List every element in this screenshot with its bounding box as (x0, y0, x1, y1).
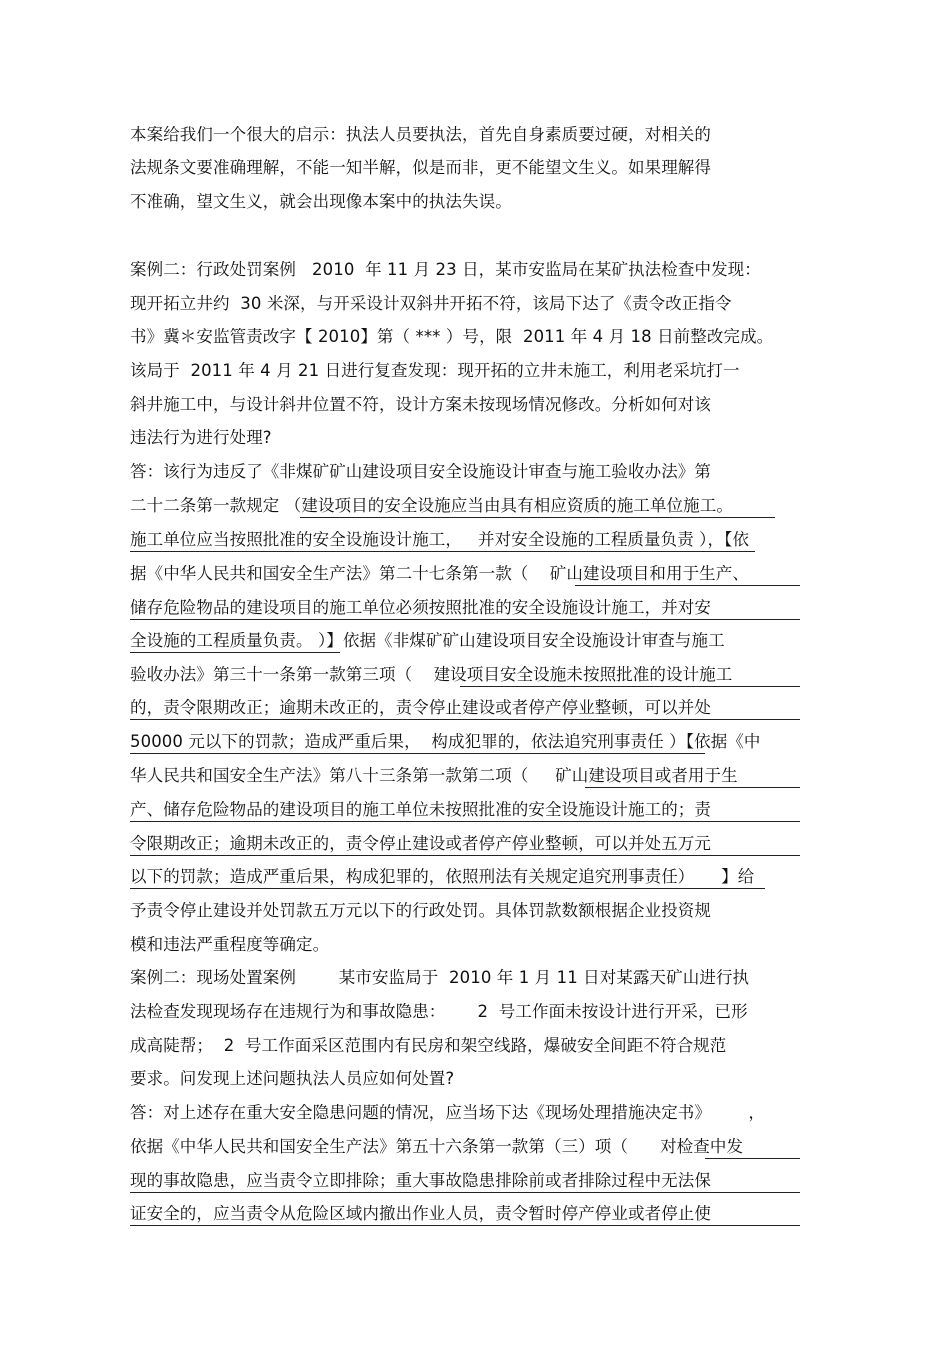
intro-line-3: 不准确，望文生义，就会出现像本案中的执法失误。 (130, 192, 512, 211)
answer-admin-line-3: 施工单位应当按照批准的安全设施设计施工， 并对安全设施的工程质量负责 ），【依 (130, 530, 750, 549)
case-site-line-1: 案例二：现场处置案例 某市安监局于 2010 年 1 月 11 日对某露天矿山进行执 (130, 968, 750, 987)
underline (130, 855, 800, 856)
underline (130, 652, 340, 653)
answer-admin-line-2: 二十二条第一款规定 （建设项目的安全设施应当由具有相应资质的施工单位施工。 (130, 496, 733, 515)
intro-line-2: 法规条文要准确理解，不能一知半解，似是而非，更不能望文生义。如果理解得 (130, 158, 711, 177)
underline (575, 585, 800, 586)
case-admin-line-4: 该局于 2011 年 4 月 21 日进行复查发现：现开拓的立井未施工，利用老采坑打一 (130, 361, 740, 380)
underline (300, 517, 775, 518)
underline (130, 821, 800, 822)
case-admin-line-3: 书》冀＊安监管责改字【 2010】第（ *** ）号，限 2011 年 4 月 18 日前整改完成。 (130, 327, 774, 346)
answer-site-line-1: 答：对上述存在重大安全隐患问题的情况，应当场下达《现场处理措施决定书》 ， (130, 1103, 766, 1122)
underline (585, 787, 800, 788)
case-site-line-2: 法检查发现现场存在违规行为和事故隐患： 2 号工作面未按设计进行开采，已形 (130, 1002, 748, 1021)
underline (130, 753, 705, 754)
answer-admin-line-8: 的，责令限期改正；逾期未改正的，责令停止建设或者停产停业整顿，可以并处 (130, 698, 711, 717)
answer-admin-line-11: 产、储存危险物品的建设项目的施工单位未按照批准的安全设施设计施工的；责 (130, 800, 711, 819)
answer-site-line-3: 现的事故隐患，应当责令立即排除；重大事故隐患排除前或者排除过程中无法保 (130, 1171, 711, 1190)
intro-line-1: 本案给我们一个很大的启示：执法人员要执法，首先自身素质要过硬，对相关的 (130, 125, 711, 144)
case-admin-line-2: 现开拓立井约 30 米深，与开采设计双斜井开拓不符，该局下达了《责令改正指令 (130, 294, 732, 313)
underline (130, 1225, 800, 1226)
case-admin-line-5: 斜井施工中，与设计斜井位置不符，设计方案未按现场情况修改。分析如何对该 (130, 395, 711, 414)
case-site-line-4: 要求。问发现上述问题执法人员应如何处置? (130, 1069, 455, 1088)
case-admin-line-1: 案例二：行政处罚案例 2010 年 11 月 23 日，某市安监局在某矿执法检查中发现： (130, 260, 761, 279)
underline (130, 551, 755, 552)
answer-admin-line-5: 储存危险物品的建设项目的施工单位必须按照批准的安全设施设计施工，并对安 (130, 598, 711, 617)
answer-admin-line-15: 模和违法严重程度等确定。 (130, 935, 330, 954)
underline (705, 1158, 800, 1159)
answer-admin-line-10: 华人民共和国安全生产法》第八十三条第一款第二项（ 矿山建设项目或者用于生 (130, 766, 738, 785)
answer-site-line-2: 依据《中华人民共和国安全生产法》第五十六条第一款第（三）项（ 对检查中发 (130, 1137, 744, 1156)
underline (130, 619, 800, 620)
answer-site-line-4: 证安全的，应当责令从危险区域内撤出作业人员，责令暂时停产停业或者停止使 (130, 1204, 711, 1223)
answer-admin-line-9: 50000 元以下的罚款；造成严重后果， 构成犯罪的，依法追究刑事责任 ）【依据《中 (130, 732, 761, 751)
case-site-line-3: 成高陡帮； 2 号工作面采区范围内有民房和架空线路，爆破安全间距不符合规范 (130, 1036, 727, 1055)
case-admin-line-6: 违法行为进行处理? (130, 428, 272, 447)
answer-admin-line-6: 全设施的工程质量负责。 ）】依据《非煤矿矿山建设项目安全设施设计审查与施工 (130, 631, 725, 650)
answer-admin-line-1: 答：该行为违反了《非煤矿矿山建设项目安全设施设计审查与施工验收办法》第 (130, 462, 711, 481)
answer-admin-line-4: 据《中华人民共和国安全生产法》第二十七条第一款（ 矿山建设项目和用于生产、 (130, 564, 749, 583)
answer-admin-line-13: 以下的罚款；造成严重后果，构成犯罪的，依照刑法有关规定追究刑事责任） 】给 (130, 867, 755, 886)
underline (130, 888, 765, 889)
answer-admin-line-14: 予责令停止建设并处罚款五万元以下的行政处罚。具体罚款数额根据企业投资规 (130, 901, 711, 920)
answer-admin-line-12: 令限期改正；逾期未改正的，责令停止建设或者停产停业整顿，可以并处五万元 (130, 834, 711, 853)
underline (130, 1192, 800, 1193)
underline (130, 719, 800, 720)
underline (460, 686, 800, 687)
answer-admin-line-7: 验收办法》第三十一条第一款第三项（ 建设项目安全设施未按照批准的设计施工 (130, 665, 733, 684)
